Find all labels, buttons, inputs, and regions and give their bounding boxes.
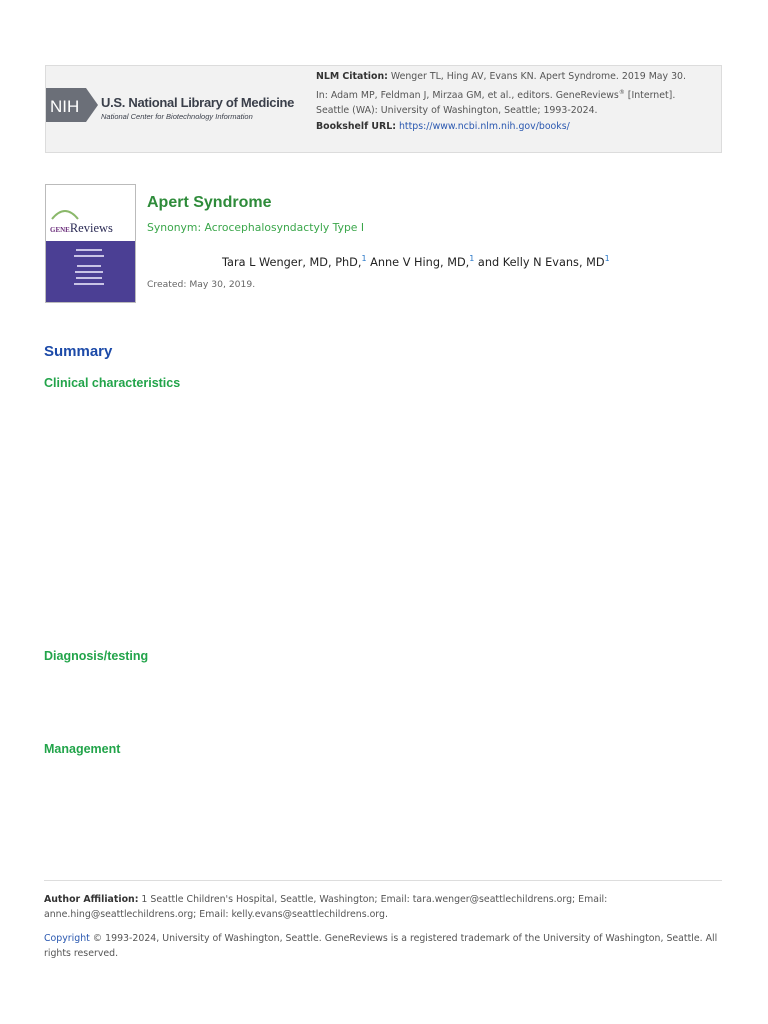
copyright-link[interactable]: Copyright bbox=[44, 933, 90, 944]
clinical-characteristics-heading: Clinical characteristics bbox=[44, 376, 181, 390]
authors bbox=[222, 254, 610, 269]
author-name: Anne V Hing, MD, bbox=[366, 255, 470, 269]
affiliation-text: 1 Seattle Children's Hospital, Seattle, Washington; Email: tara.wenger@seattlechildrens.org; Email: anne.hing@seattlechildrens.org; Email: kelly.evans@seattlechildrens.org. bbox=[44, 894, 608, 920]
affiliation-link[interactable]: 1 bbox=[604, 254, 610, 263]
cover-band bbox=[46, 241, 135, 303]
copyright bbox=[44, 931, 724, 961]
citation-text: [Internet]. bbox=[624, 89, 676, 101]
book-cover-image bbox=[45, 184, 136, 303]
citation-label: NLM Citation: bbox=[316, 71, 388, 82]
citation-text: Seattle (WA): University of Washington, Seattle; 1993-2024. bbox=[316, 105, 598, 117]
summary-heading: Summary bbox=[44, 343, 113, 360]
citation-text: In: Adam MP, Feldman J, Mirzaa GM, et al., editors. GeneReviews bbox=[316, 89, 619, 101]
nlm-citation bbox=[316, 69, 718, 134]
created-date: Created: May 30, 2019. bbox=[147, 279, 256, 290]
bookshelf-url-link[interactable]: https://www.ncbi.nlm.nih.gov/books/ bbox=[398, 120, 570, 132]
synonym: Synonym: Acrocephalosyndactyly Type I bbox=[147, 221, 365, 234]
author-name: Tara L Wenger, MD, PhD, bbox=[222, 255, 362, 269]
cover-arc-icon bbox=[50, 203, 80, 221]
management-heading: Management bbox=[44, 742, 121, 756]
bookshelf-label: Bookshelf URL: bbox=[316, 120, 396, 132]
page-title: Apert Syndrome bbox=[147, 194, 272, 211]
affiliation-label: Author Affiliation: bbox=[44, 894, 139, 905]
citation-header bbox=[45, 65, 722, 153]
citation-text: Wenger TL, Hing AV, Evans KN. Apert Syndrome. 2019 May 30. bbox=[387, 71, 686, 82]
footer-divider bbox=[44, 880, 722, 881]
author-affiliation bbox=[44, 892, 724, 922]
svg-text:NIH: NIH bbox=[50, 97, 80, 116]
copyright-text: © 1993-2024, University of Washington, Seattle. GeneReviews is a registered trademark of the University of Washington, Seattle. All rights reserved. bbox=[44, 933, 718, 959]
registered-mark: ® bbox=[618, 88, 625, 96]
org-name: U.S. National Library of Medicine bbox=[101, 95, 295, 110]
author-name: and Kelly N Evans, MD bbox=[474, 255, 605, 269]
diagnosis-testing-heading: Diagnosis/testing bbox=[44, 649, 149, 663]
affiliation-link[interactable]: 1 bbox=[469, 254, 475, 263]
nih-logo-icon bbox=[46, 88, 98, 122]
org-subtitle: National Center for Biotechnology Information bbox=[101, 112, 253, 121]
cover-logo: GENEReviews bbox=[50, 221, 113, 235]
affiliation-link[interactable]: 1 bbox=[361, 254, 367, 263]
